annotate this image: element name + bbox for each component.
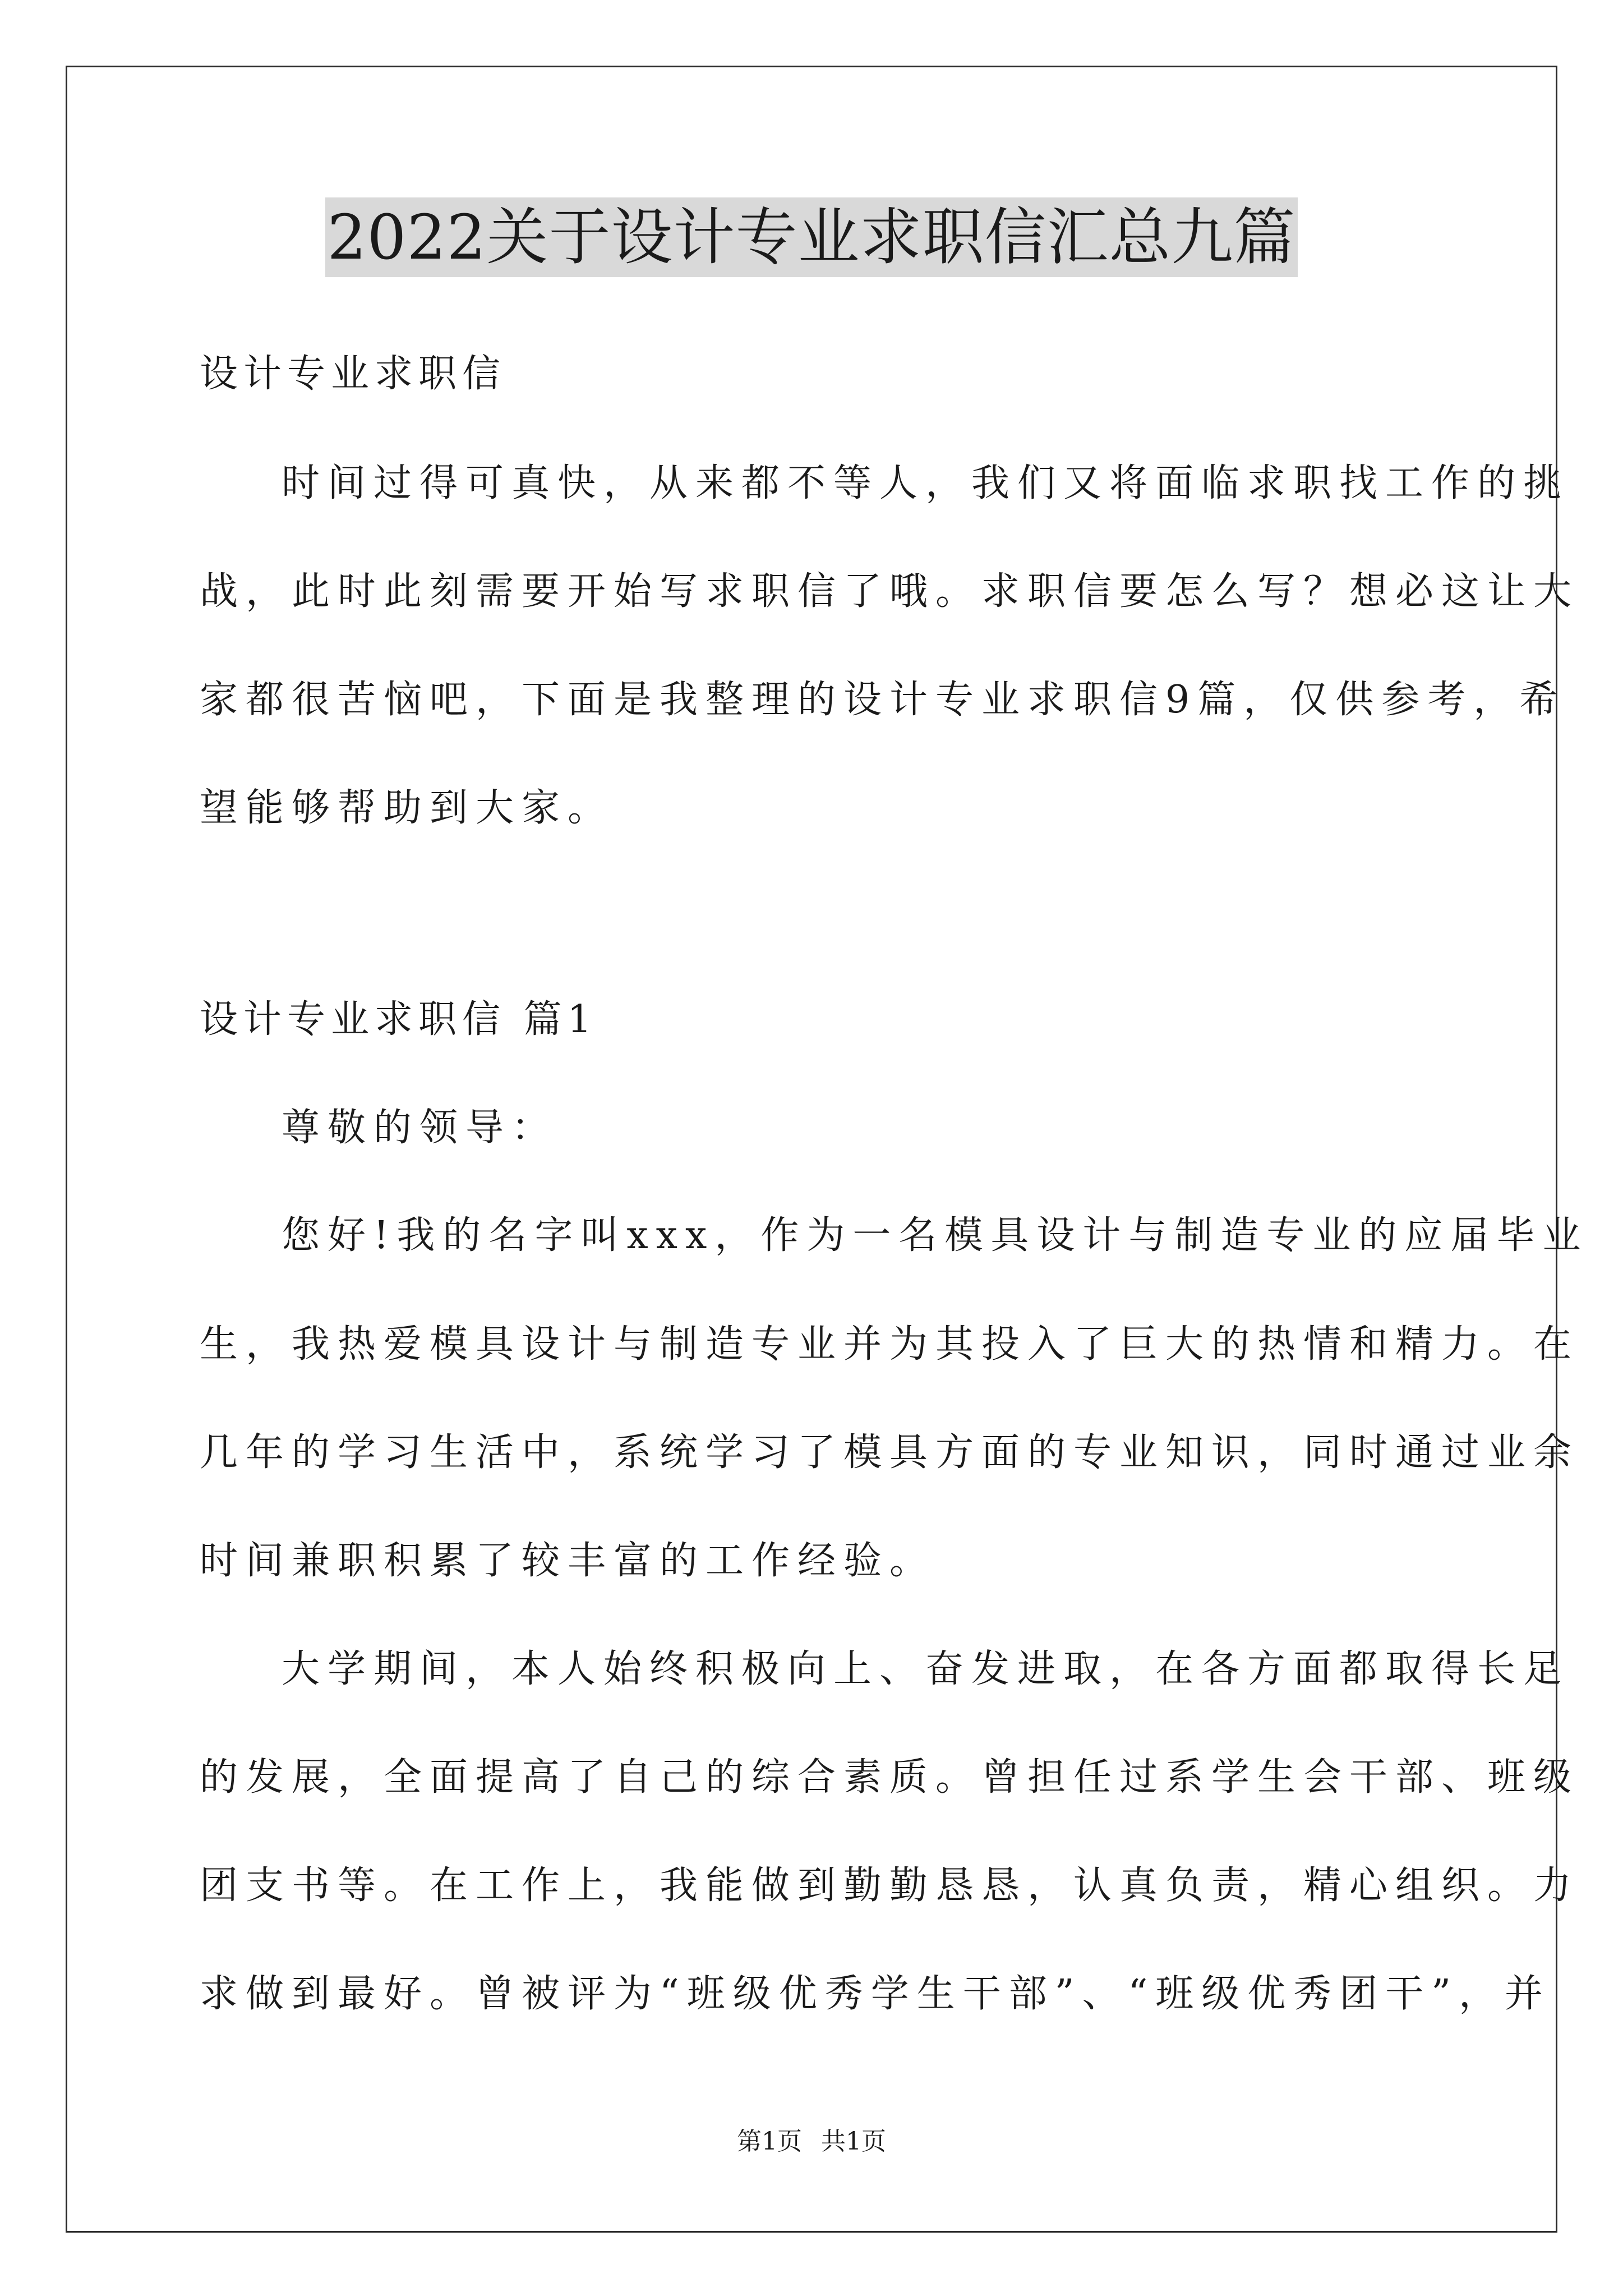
paragraph1-line: 时间兼职积累了较丰富的工作经验。 — [200, 1539, 936, 1583]
intro-line: 家都很苦恼吧，下面是我整理的设计专业求职信9篇，仅供参考，希 — [200, 678, 1566, 722]
paragraph2-line: 的发展，全面提高了自己的综合素质。曾担任过系学生会干部、班级 — [200, 1755, 1580, 1800]
title-container — [0, 197, 1623, 277]
intro-heading: 设计专业求职信 — [200, 352, 506, 396]
page-number: 第1页 — [737, 2127, 802, 2156]
paragraph2-line: 大学期间，本人始终积极向上、奋发进取，在各方面都取得长足 — [282, 1647, 1570, 1691]
intro-line: 望能够帮助到大家。 — [200, 786, 614, 830]
salutation: 尊敬的领导： — [282, 1106, 558, 1150]
paragraph2-line: 求做到最好。曾被评为“班级优秀学生干部”、“班级优秀团干”，并 — [200, 1972, 1551, 2016]
paragraph2-line: 团支书等。在工作上，我能做到勤勤恳恳，认真负责，精心组织。力 — [200, 1864, 1580, 1908]
page-total: 共1页 — [821, 2127, 886, 2156]
document-title: 2022关于设计专业求职信汇总九篇 — [325, 197, 1298, 277]
paragraph1-line: 几年的学习生活中，系统学习了模具方面的专业知识，同时通过业余 — [200, 1430, 1580, 1475]
intro-line: 战，此时此刻需要开始写求职信了哦。求职信要怎么写？想必这让大 — [200, 569, 1580, 614]
intro-line: 时间过得可真快，从来都不等人，我们又将面临求职找工作的挑 — [282, 461, 1570, 505]
section-heading: 设计专业求职信 篇1 — [200, 997, 597, 1042]
paragraph1-line: 生，我热爱模具设计与制造专业并为其投入了巨大的热情和精力。在 — [200, 1322, 1580, 1366]
page-footer — [0, 2125, 1623, 2159]
paragraph1-line: 您好!我的名字叫xxx，作为一名模具设计与制造专业的应届毕业 — [282, 1213, 1589, 1258]
